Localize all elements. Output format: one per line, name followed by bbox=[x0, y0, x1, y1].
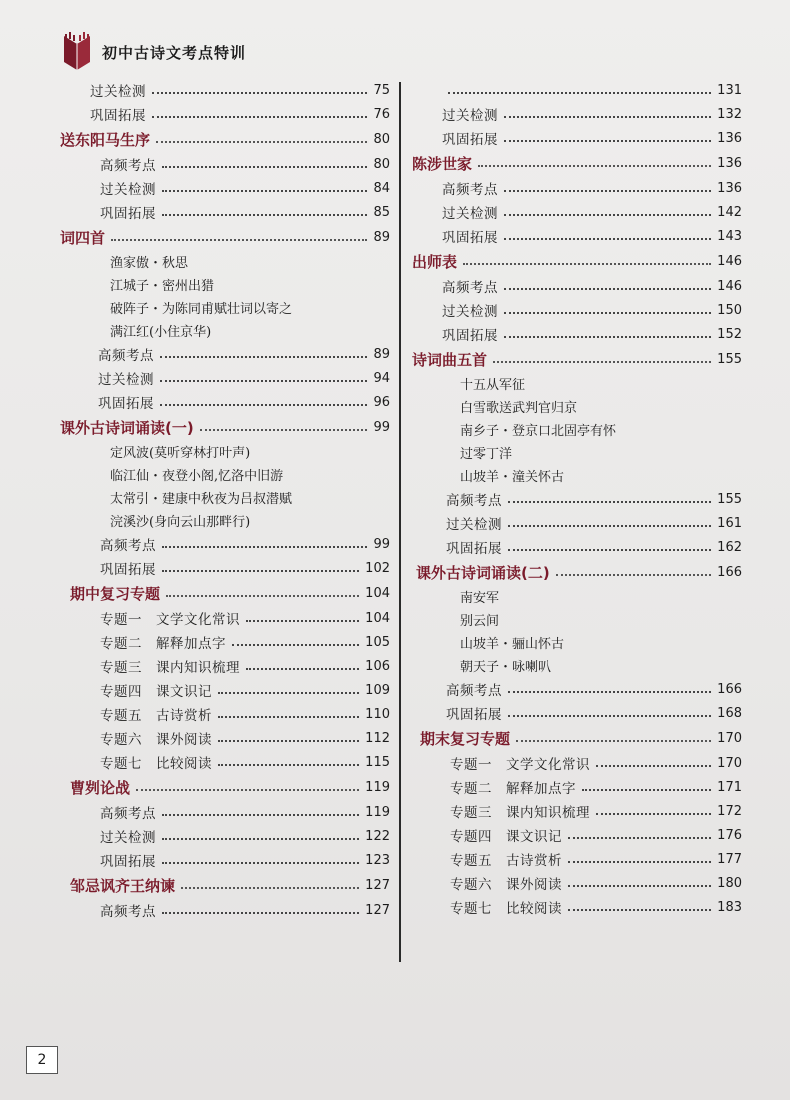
dot-leader bbox=[504, 116, 711, 118]
toc-entry-title: 临江仙・夜登小阁,忆洛中旧游 bbox=[110, 469, 284, 484]
toc-entry bbox=[60, 848, 390, 872]
toc-page-number: 85 bbox=[373, 204, 390, 220]
toc-entry-title: 江城子・密州出猎 bbox=[110, 279, 215, 294]
toc-entry-title: 课外古诗词诵读(二) bbox=[416, 563, 550, 582]
toc-page-number: 150 bbox=[717, 302, 742, 318]
dot-leader bbox=[596, 813, 711, 815]
toc-entry-title: 高频考点 bbox=[100, 806, 156, 822]
toc-page-number: 131 bbox=[717, 82, 742, 98]
toc-entry bbox=[60, 606, 390, 630]
open-book-icon bbox=[58, 32, 96, 72]
toc-entry bbox=[412, 298, 742, 322]
toc-entry-title: 山坡羊・骊山怀古 bbox=[460, 637, 565, 652]
toc-section-entry bbox=[60, 872, 390, 898]
dot-leader bbox=[160, 404, 367, 406]
toc-entry-title: 专题四 课文识记 bbox=[100, 684, 212, 700]
dot-leader bbox=[596, 765, 711, 767]
toc-entry bbox=[60, 200, 390, 224]
toc-entry-title: 过关检测 bbox=[90, 84, 146, 100]
toc-entry-title: 专题三 课内知识梳理 bbox=[100, 660, 240, 676]
toc-entry bbox=[60, 750, 390, 774]
toc-entry bbox=[60, 102, 390, 126]
dot-leader bbox=[246, 668, 359, 670]
dot-leader bbox=[156, 141, 367, 143]
toc-poem-entry bbox=[60, 250, 390, 273]
toc-entry bbox=[412, 78, 742, 102]
dot-leader bbox=[200, 429, 368, 431]
dot-leader bbox=[162, 838, 359, 840]
toc-poem-entry bbox=[412, 372, 742, 395]
book-title: 初中古诗文考点特训 bbox=[102, 43, 247, 62]
toc-entry-title: 专题五 古诗赏析 bbox=[450, 853, 562, 869]
dot-leader bbox=[160, 380, 367, 382]
toc-page-number: 166 bbox=[717, 564, 742, 580]
toc-page-number: 132 bbox=[717, 106, 742, 122]
page-number: 2 bbox=[26, 1046, 58, 1074]
dot-leader bbox=[246, 620, 359, 622]
toc-page-number: 84 bbox=[373, 180, 390, 196]
toc-section-entry bbox=[60, 774, 390, 800]
toc-entry-title: 高频考点 bbox=[446, 683, 502, 699]
toc-page-number: 106 bbox=[365, 658, 390, 674]
toc-entry bbox=[60, 630, 390, 654]
dot-leader bbox=[478, 165, 711, 167]
dot-leader bbox=[162, 546, 367, 548]
toc-section-entry bbox=[412, 248, 742, 274]
toc-entry-title: 巩固拓展 bbox=[100, 562, 156, 578]
toc-entry-title: 巩固拓展 bbox=[90, 108, 146, 124]
toc-entry bbox=[60, 176, 390, 200]
dot-leader bbox=[504, 238, 711, 240]
toc-page-number: 172 bbox=[717, 803, 742, 819]
toc-entry bbox=[412, 823, 742, 847]
toc-entry-title: 专题一 文学文化常识 bbox=[450, 757, 590, 773]
toc-page-number: 146 bbox=[717, 253, 742, 269]
dot-leader bbox=[232, 644, 359, 646]
toc-entry bbox=[412, 847, 742, 871]
toc-page-number: 115 bbox=[365, 754, 390, 770]
toc-entry-title: 高频考点 bbox=[446, 493, 502, 509]
toc-page-number: 94 bbox=[373, 370, 390, 386]
dot-leader bbox=[568, 837, 711, 839]
toc-section-entry bbox=[60, 224, 390, 250]
toc-entry bbox=[412, 535, 742, 559]
toc-poem-entry bbox=[412, 441, 742, 464]
toc-entry-title: 专题七 比较阅读 bbox=[450, 901, 562, 917]
dot-leader bbox=[448, 92, 711, 94]
toc-entry-title: 曹刿论战 bbox=[70, 778, 131, 797]
toc-poem-entry bbox=[412, 395, 742, 418]
toc-poem-entry bbox=[412, 608, 742, 631]
dot-leader bbox=[218, 692, 359, 694]
toc-page-number: 127 bbox=[365, 877, 390, 893]
toc-entry-title: 过关检测 bbox=[100, 830, 156, 846]
dot-leader bbox=[568, 909, 711, 911]
dot-leader bbox=[508, 549, 711, 551]
toc-entry-title: 太常引・建康中秋夜为吕叔潜赋 bbox=[110, 492, 293, 507]
dot-leader bbox=[181, 887, 359, 889]
column-divider bbox=[399, 82, 401, 962]
toc-page-number: 152 bbox=[717, 326, 742, 342]
dot-leader bbox=[508, 501, 711, 503]
toc-entry bbox=[60, 532, 390, 556]
toc-entry-title: 专题七 比较阅读 bbox=[100, 756, 212, 772]
toc-entry bbox=[412, 487, 742, 511]
toc-page-number: 183 bbox=[717, 899, 742, 915]
toc-entry-title: 过关检测 bbox=[446, 517, 502, 533]
toc-section-entry bbox=[412, 725, 742, 751]
toc-entry-title: 白雪歌送武判官归京 bbox=[460, 401, 578, 416]
dot-leader bbox=[568, 861, 711, 863]
toc-entry bbox=[412, 871, 742, 895]
dot-leader bbox=[493, 361, 711, 363]
toc-entry-title: 高频考点 bbox=[442, 182, 498, 198]
toc-entry-title: 过关检测 bbox=[100, 182, 156, 198]
toc-entry bbox=[60, 702, 390, 726]
toc-entry bbox=[412, 701, 742, 725]
toc-entry-title: 专题四 课文识记 bbox=[450, 829, 562, 845]
toc-page-number: 166 bbox=[717, 681, 742, 697]
toc-section-entry bbox=[60, 580, 390, 606]
toc-entry-title: 满江红(小住京华) bbox=[110, 325, 212, 340]
toc-entry-title: 专题二 解释加点字 bbox=[450, 781, 576, 797]
toc-entry-title: 十五从军征 bbox=[460, 378, 526, 393]
dot-leader bbox=[508, 715, 711, 717]
toc-page-number: 109 bbox=[365, 682, 390, 698]
toc-poem-entry bbox=[60, 463, 390, 486]
toc-entry-title: 高频考点 bbox=[100, 904, 156, 920]
toc-page-number: 142 bbox=[717, 204, 742, 220]
toc-entry-title: 巩固拓展 bbox=[442, 132, 498, 148]
dot-leader bbox=[504, 312, 711, 314]
toc-section-entry bbox=[412, 150, 742, 176]
toc-entry-title: 过关检测 bbox=[442, 108, 498, 124]
dot-leader bbox=[162, 570, 359, 572]
toc-poem-entry bbox=[412, 418, 742, 441]
toc-left-column bbox=[60, 78, 390, 922]
toc-poem-entry bbox=[412, 585, 742, 608]
dot-leader bbox=[504, 336, 711, 338]
toc-entry-title: 高频考点 bbox=[442, 280, 498, 296]
toc-section-entry bbox=[60, 414, 390, 440]
toc-page-number: 80 bbox=[373, 156, 390, 172]
toc-page-number: 75 bbox=[373, 82, 390, 98]
toc-entry bbox=[412, 677, 742, 701]
toc-page-number: 99 bbox=[373, 419, 390, 435]
dot-leader bbox=[508, 525, 711, 527]
toc-entry bbox=[60, 800, 390, 824]
toc-page-number: 171 bbox=[717, 779, 742, 795]
toc-entry-title: 巩固拓展 bbox=[442, 328, 498, 344]
toc-page-number: 102 bbox=[365, 560, 390, 576]
toc-poem-entry bbox=[60, 486, 390, 509]
dot-leader bbox=[162, 814, 359, 816]
dot-leader bbox=[162, 214, 367, 216]
toc-entry bbox=[412, 224, 742, 248]
toc-page-number: 112 bbox=[365, 730, 390, 746]
toc-page-number: 104 bbox=[365, 585, 390, 601]
toc-entry bbox=[412, 895, 742, 919]
toc-entry-title: 诗词曲五首 bbox=[412, 350, 488, 369]
dot-leader bbox=[504, 190, 711, 192]
toc-entry-title: 高频考点 bbox=[100, 158, 156, 174]
toc-entry-title: 课外古诗词诵读(一) bbox=[60, 418, 194, 437]
dot-leader bbox=[162, 862, 359, 864]
toc-entry-title: 出师表 bbox=[412, 252, 458, 271]
dot-leader bbox=[152, 92, 367, 94]
toc-entry-title: 巩固拓展 bbox=[446, 707, 502, 723]
toc-entry bbox=[412, 102, 742, 126]
dot-leader bbox=[504, 140, 711, 142]
toc-page-number: 180 bbox=[717, 875, 742, 891]
toc-entry-title: 南安军 bbox=[460, 591, 500, 606]
toc-page-number: 176 bbox=[717, 827, 742, 843]
toc-page-number: 123 bbox=[365, 852, 390, 868]
toc-entry-title: 南乡子・登京口北固亭有怀 bbox=[460, 424, 617, 439]
toc-entry bbox=[412, 799, 742, 823]
dot-leader bbox=[218, 764, 359, 766]
toc-entry-title: 巩固拓展 bbox=[98, 396, 154, 412]
toc-entry-title: 期末复习专题 bbox=[420, 729, 511, 748]
toc-page-number: 161 bbox=[717, 515, 742, 531]
toc-page-number: 177 bbox=[717, 851, 742, 867]
toc-poem-entry bbox=[60, 319, 390, 342]
toc-entry bbox=[60, 78, 390, 102]
toc-poem-entry bbox=[412, 464, 742, 487]
toc-entry-title: 邹忌讽齐王纳谏 bbox=[70, 876, 176, 895]
dot-leader bbox=[504, 214, 711, 216]
toc-entry-title: 专题一 文学文化常识 bbox=[100, 612, 240, 628]
toc-entry bbox=[412, 751, 742, 775]
toc-page-number: 168 bbox=[717, 705, 742, 721]
toc-entry bbox=[412, 200, 742, 224]
dot-leader bbox=[508, 691, 711, 693]
dot-leader bbox=[218, 716, 359, 718]
toc-poem-entry bbox=[60, 440, 390, 463]
dot-leader bbox=[160, 356, 367, 358]
toc-page-number: 80 bbox=[373, 131, 390, 147]
toc-page-number: 110 bbox=[365, 706, 390, 722]
toc-entry-title: 巩固拓展 bbox=[100, 206, 156, 222]
toc-entry bbox=[60, 342, 390, 366]
toc-page-number: 89 bbox=[373, 229, 390, 245]
toc-page-number: 76 bbox=[373, 106, 390, 122]
dot-leader bbox=[162, 166, 367, 168]
toc-page-number: 155 bbox=[717, 351, 742, 367]
dot-leader bbox=[152, 116, 367, 118]
toc-page-number: 119 bbox=[365, 804, 390, 820]
toc-page-number: 89 bbox=[373, 346, 390, 362]
toc-entry bbox=[60, 678, 390, 702]
toc-entry-title: 过关检测 bbox=[98, 372, 154, 388]
dot-leader bbox=[516, 740, 711, 742]
toc-entry-title: 专题二 解释加点字 bbox=[100, 636, 226, 652]
toc-entry-title: 巩固拓展 bbox=[100, 854, 156, 870]
toc-entry bbox=[60, 556, 390, 580]
toc-entry-title: 山坡羊・潼关怀古 bbox=[460, 470, 565, 485]
dot-leader bbox=[504, 288, 711, 290]
toc-section-entry bbox=[412, 559, 742, 585]
toc-poem-entry bbox=[412, 654, 742, 677]
toc-entry-title: 专题五 古诗赏析 bbox=[100, 708, 212, 724]
toc-page-number: 96 bbox=[373, 394, 390, 410]
toc-entry-title: 词四首 bbox=[60, 228, 106, 247]
dot-leader bbox=[556, 574, 711, 576]
toc-entry-title: 专题三 课内知识梳理 bbox=[450, 805, 590, 821]
toc-entry-title: 巩固拓展 bbox=[446, 541, 502, 557]
toc-page-number: 136 bbox=[717, 180, 742, 196]
dot-leader bbox=[166, 595, 359, 597]
toc-page-number: 143 bbox=[717, 228, 742, 244]
toc-entry bbox=[60, 824, 390, 848]
toc-section-entry bbox=[412, 346, 742, 372]
toc-entry bbox=[60, 366, 390, 390]
toc-entry bbox=[412, 126, 742, 150]
toc-entry-title: 巩固拓展 bbox=[442, 230, 498, 246]
toc-entry-title: 过零丁洋 bbox=[460, 447, 513, 462]
toc-page-number: 155 bbox=[717, 491, 742, 507]
toc-right-column bbox=[412, 78, 742, 919]
toc-entry bbox=[412, 322, 742, 346]
toc-entry-title: 过关检测 bbox=[442, 304, 498, 320]
toc-page-number: 136 bbox=[717, 130, 742, 146]
toc-entry-title: 期中复习专题 bbox=[70, 584, 161, 603]
toc-entry-title: 专题六 课外阅读 bbox=[100, 732, 212, 748]
toc-entry-title: 朝天子・咏喇叭 bbox=[460, 660, 552, 675]
toc-section-entry bbox=[60, 126, 390, 152]
toc-entry-title: 浣溪沙(身向云山那畔行) bbox=[110, 515, 251, 530]
toc-page-number: 104 bbox=[365, 610, 390, 626]
dot-leader bbox=[568, 885, 711, 887]
toc-poem-entry bbox=[60, 296, 390, 319]
dot-leader bbox=[136, 789, 359, 791]
dot-leader bbox=[162, 912, 359, 914]
toc-entry bbox=[60, 898, 390, 922]
toc-entry-title: 陈涉世家 bbox=[412, 154, 473, 173]
header bbox=[58, 30, 246, 74]
toc-page-number: 146 bbox=[717, 278, 742, 294]
toc-entry-title: 破阵子・为陈同甫赋壮词以寄之 bbox=[110, 302, 293, 317]
toc-page-number: 170 bbox=[717, 755, 742, 771]
dot-leader bbox=[218, 740, 359, 742]
toc-entry bbox=[60, 152, 390, 176]
toc-page-number: 127 bbox=[365, 902, 390, 918]
toc-entry bbox=[412, 176, 742, 200]
toc-page-number: 99 bbox=[373, 536, 390, 552]
toc-entry bbox=[412, 274, 742, 298]
toc-entry bbox=[412, 775, 742, 799]
toc-entry-title: 过关检测 bbox=[442, 206, 498, 222]
dot-leader bbox=[463, 263, 711, 265]
toc-entry-title: 定风波(莫听穿林打叶声) bbox=[110, 446, 251, 461]
toc-poem-entry bbox=[412, 631, 742, 654]
dot-leader bbox=[162, 190, 367, 192]
toc-entry bbox=[60, 654, 390, 678]
toc-entry-title: 高频考点 bbox=[100, 538, 156, 554]
toc-entry-title: 渔家傲・秋思 bbox=[110, 256, 189, 271]
toc-page-number: 170 bbox=[717, 730, 742, 746]
toc-entry-title: 送东阳马生序 bbox=[60, 130, 151, 149]
toc-entry bbox=[60, 390, 390, 414]
dot-leader bbox=[111, 239, 367, 241]
toc-entry-title: 专题六 课外阅读 bbox=[450, 877, 562, 893]
toc-page-number: 105 bbox=[365, 634, 390, 650]
toc-entry bbox=[60, 726, 390, 750]
toc-page-number: 122 bbox=[365, 828, 390, 844]
toc-page-number: 119 bbox=[365, 779, 390, 795]
toc-poem-entry bbox=[60, 509, 390, 532]
toc-page-number: 162 bbox=[717, 539, 742, 555]
dot-leader bbox=[582, 789, 711, 791]
toc-entry-title: 别云间 bbox=[460, 614, 500, 629]
toc-poem-entry bbox=[60, 273, 390, 296]
toc-entry-title: 高频考点 bbox=[98, 348, 154, 364]
toc-entry bbox=[412, 511, 742, 535]
toc-page-number: 136 bbox=[717, 155, 742, 171]
